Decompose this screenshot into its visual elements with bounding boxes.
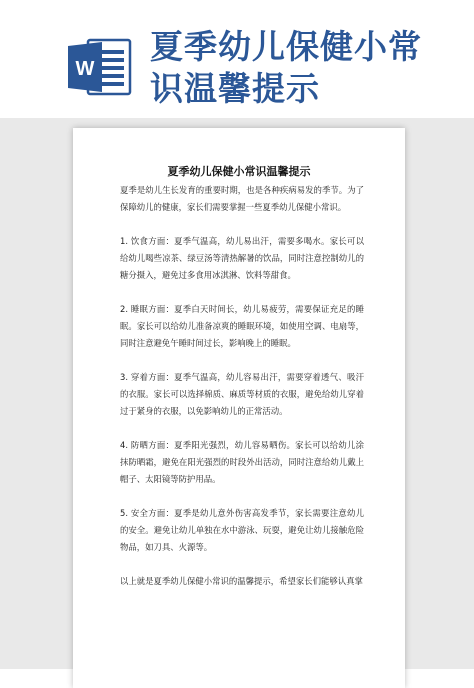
svg-text:W: W	[75, 58, 95, 80]
paragraph-intro: 夏季是幼儿生长发育的重要时期，也是各种疾病易发的季节。为了保障幼儿的健康，家长们需要掌握一些夏季幼儿保健小常识。	[120, 185, 364, 212]
paragraph-sleep: 2. 睡眠方面：夏季白天时间长，幼儿易疲劳，需要保证充足的睡眠。家长可以给幼儿准备凉爽的睡眠环境，如使用空调、电扇等，同时注意避免午睡时间过长，影响晚上的睡眠。	[120, 304, 364, 348]
paragraph-diet: 1. 饮食方面：夏季气温高，幼儿易出汗，需要多喝水。家长可以给幼儿喝些凉茶、绿豆汤等清热解暑的饮品，同时注意控制幼儿的糖分摄入，避免过多食用冰淇淋、饮料等甜食。	[120, 236, 364, 280]
word-document-icon	[66, 38, 132, 96]
banner	[0, 0, 474, 118]
banner-title-line-2: 识温馨提示	[150, 69, 320, 108]
paragraph-safety: 5. 安全方面：夏季是幼儿意外伤害高发季节，家长需要注意幼儿的安全。避免让幼儿单独在水中游泳、玩耍，避免让幼儿接触危险物品，如刀具、火源等。	[120, 508, 364, 552]
document-body	[120, 182, 364, 607]
document-title: 夏季幼儿保健小常识温馨提示	[167, 165, 311, 178]
paragraph-clothing: 3. 穿着方面：夏季气温高，幼儿容易出汗，需要穿着透气、吸汗的衣服。家长可以选择棉质、麻质等材质的衣服，避免给幼儿穿着过于紧身的衣服，以免影响幼儿的正常活动。	[120, 372, 364, 416]
banner-title	[150, 26, 470, 110]
document-page	[73, 128, 405, 688]
paragraph-closing: 以上就是夏季幼儿保健小常识的温馨提示，希望家长们能够认真掌	[120, 576, 363, 586]
banner-title-line-1: 夏季幼儿保健小常	[150, 27, 422, 66]
paragraph-sun-protection: 4. 防晒方面：夏季阳光强烈，幼儿容易晒伤。家长可以给幼儿涂抹防晒霜，避免在阳光强烈的时段外出活动，同时注意给幼儿戴上帽子、太阳镜等防护用品。	[120, 440, 364, 484]
